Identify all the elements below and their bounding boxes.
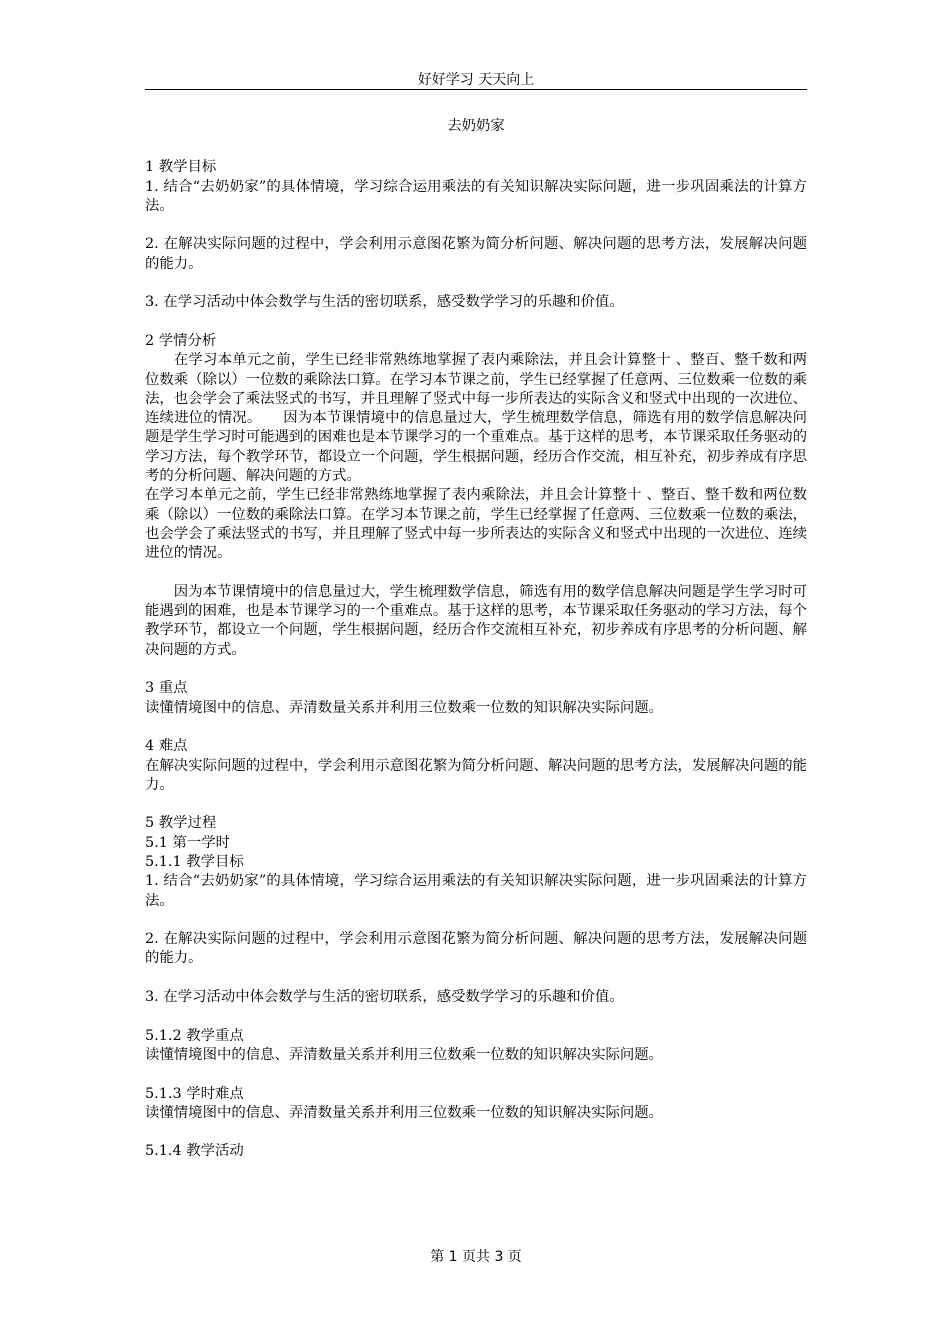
paragraph: 1. 结合“去奶奶家”的具体情境，学习综合运用乘法的有关知识解决实际问题，进一步巩固乘法的计算方法。 — [145, 873, 807, 909]
paragraph: 因为本节课情境中的信息量过大，学生梳理数学信息，筛选有用的数学信息解决问题是学生学习时可能遇到的困难，也是本节课学习的一个重难点。基于这样的思考，本节课采取任务驱动的学习方法，每个教学环节，都设立一个问题，学生根据问题，经历合作交流相互补充，初步养成有序思考的分析问题、解决问题的方式。 — [145, 583, 807, 658]
section-heading: 2 学情分析 — [145, 332, 217, 349]
paragraph: 在解决实际问题的过程中，学会利用示意图花繁为简分析问题、解决问题的思考方法，发展解决问题的能力。 — [145, 757, 807, 793]
subsection-heading: 5.1.4 教学活动 — [145, 1143, 244, 1160]
section-heading: 4 难点 — [145, 738, 188, 755]
section-heading: 1 教学目标 — [145, 159, 217, 176]
subsection-heading: 5.1.2 教学重点 — [145, 1027, 244, 1044]
paragraph: 读懂情境图中的信息、弄清数量关系并利用三位数乘一位数的知识解决实际问题。 — [145, 1104, 664, 1121]
page-footer: 第 1 页共 3 页 — [430, 1249, 522, 1265]
paragraph: 2. 在解决实际问题的过程中，学会利用示意图花繁为简分析问题、解决问题的思考方法，发展解决问题的能力。 — [145, 236, 807, 272]
paragraph: 3. 在学习活动中体会数学与生活的密切联系，感受数学学习的乐趣和价值。 — [145, 989, 624, 1006]
paragraph: 读懂情境图中的信息、弄清数量关系并利用三位数乘一位数的知识解决实际问题。 — [145, 699, 664, 716]
document-title: 去奶奶家 — [447, 118, 505, 134]
header-divider — [145, 89, 807, 90]
paragraph: 读懂情境图中的信息、弄清数量关系并利用三位数乘一位数的知识解决实际问题。 — [145, 1046, 664, 1063]
section-heading: 3 重点 — [145, 680, 188, 697]
document-body — [145, 117, 807, 1162]
subsection-heading: 5.1.3 学时难点 — [145, 1085, 244, 1102]
page-header: 好好学习 天天向上 — [417, 72, 535, 88]
section-heading: 5 教学过程 — [145, 815, 217, 832]
paragraph: 3. 在学习活动中体会数学与生活的密切联系，感受数学学习的乐趣和价值。 — [145, 294, 624, 311]
paragraph: 在学习本单元之前，学生已经非常熟练地掌握了表内乘除法，并且会计算整十 、整百、整千数和两位数乘（除以）一位数的乘除法口算。在学习本节课之前，学生已经掌握了任意两、三位数乘一位数的乘法，也会学会了乘法竖式的书写，并且理解了竖式中每一步所表达的实际含义和竖式中出现的一次进位、连续进位的情况。 因为本节课情境中的信息量过大，学生梳理数学信息，筛选有用的数学信息解决问题是学生学习时可能遇到的困难也是本节课学习的一个重难点。基于这样的思考，本节课采取任务驱动的学习方法，每个教学环节，都设立一个问题，学生根据问题，经历合作交流，相互补充，初步养成有序思考的分析问题、解决问题的方式。 — [145, 352, 807, 485]
subsection-heading: 5.1.1 教学目标 — [145, 853, 244, 870]
subsection-heading: 5.1 第一学时 — [145, 834, 231, 851]
paragraph: 2. 在解决实际问题的过程中，学会利用示意图花繁为简分析问题、解决问题的思考方法，发展解决问题的能力。 — [145, 931, 807, 967]
paragraph: 在学习本单元之前，学生已经非常熟练地掌握了表内乘除法，并且会计算整十 、整百、整千数和两位数乘（除以）一位数的乘除法口算。在学习本节课之前，学生已经掌握了任意两、三位数乘一位数的乘法，也会学会了乘法竖式的书写，并且理解了竖式中每一步所表达的实际含义和竖式中出现的一次进位、连续进位的情况。 — [145, 487, 807, 562]
paragraph: 1. 结合“去奶奶家”的具体情境，学习综合运用乘法的有关知识解决实际问题，进一步巩固乘法的计算方法。 — [145, 178, 807, 214]
